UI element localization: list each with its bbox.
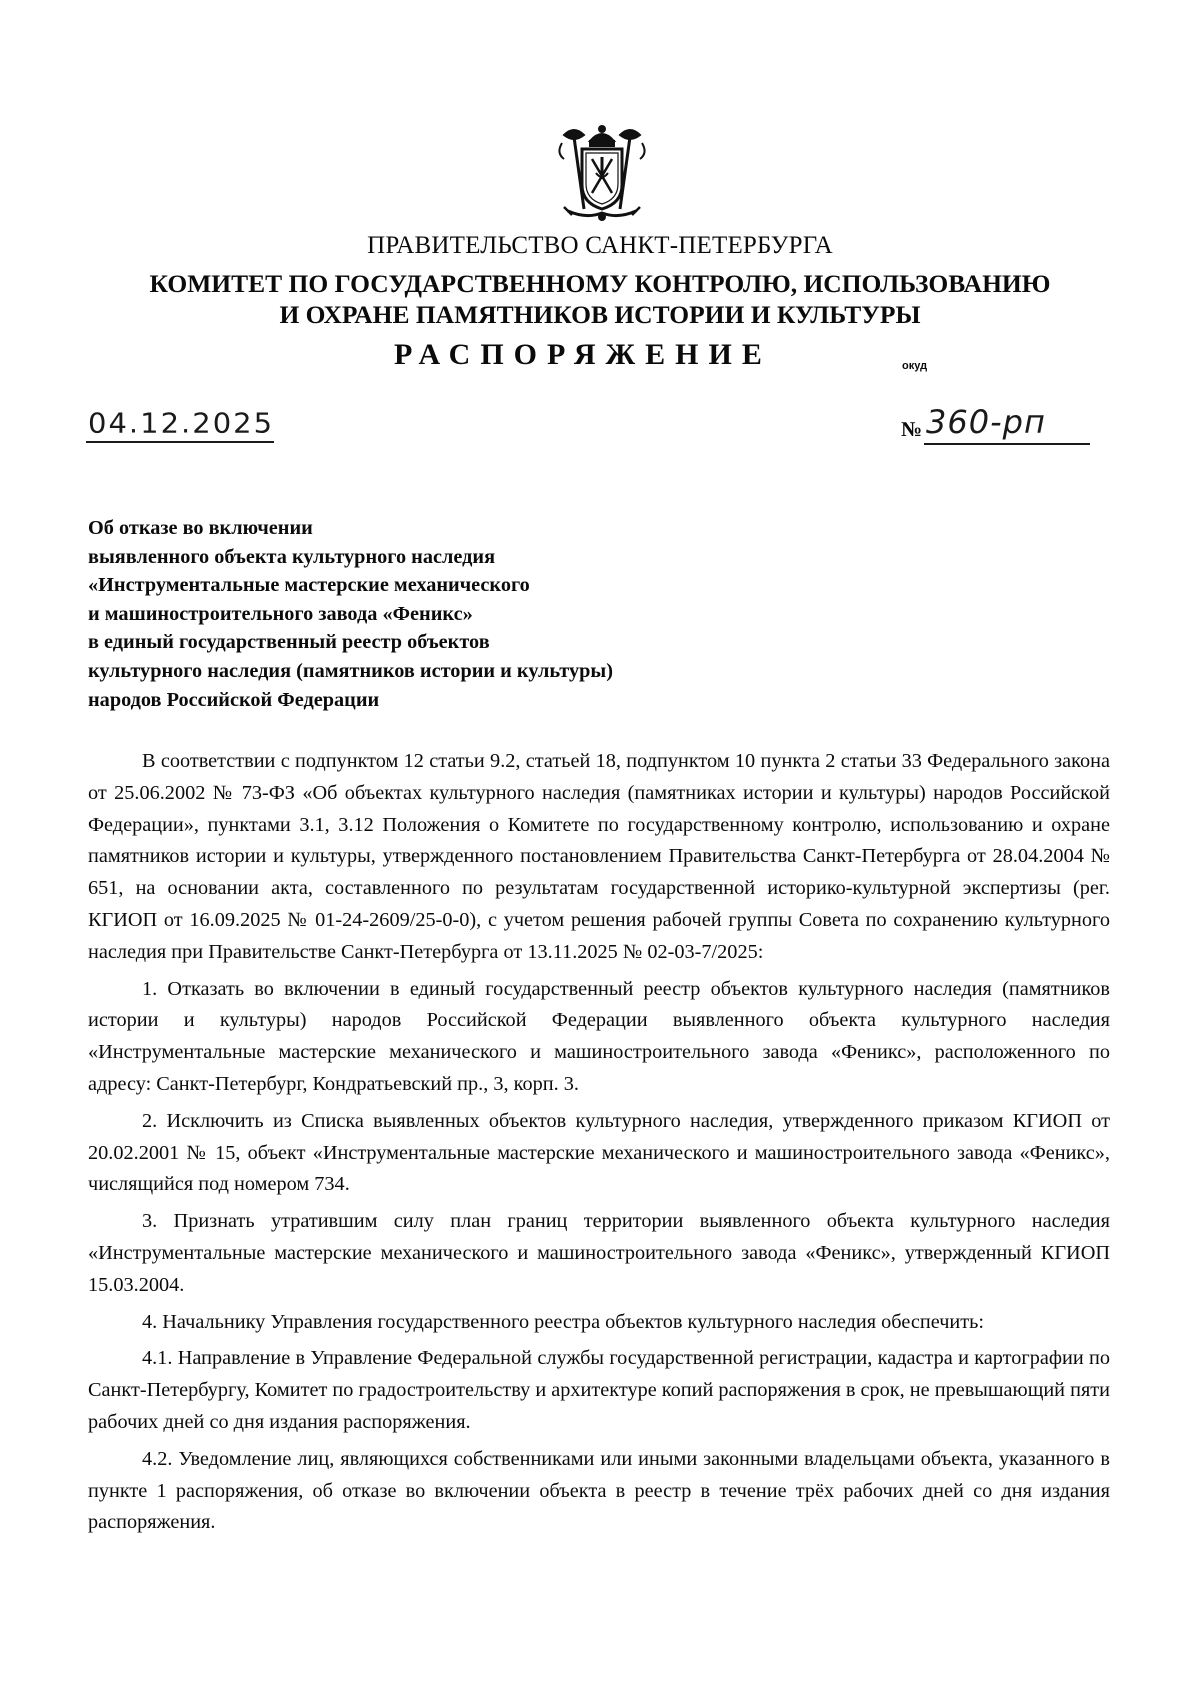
committee-name-line-1: КОМИТЕТ ПО ГОСУДАРСТВЕННОМУ КОНТРОЛЮ, ИСПОЛЬЗОВАНИЮ [149, 269, 1051, 298]
okud-label: окуд [902, 360, 928, 372]
document-type-title: РАСПОРЯЖЕНИЕ [394, 338, 772, 371]
preamble-paragraph: В соответствии с подпунктом 12 статьи 9.2, статьей 18, подпунктом 10 пункта 2 статьи 33 Федерального закона от 25.06.2002 № 73-ФЗ «Об объектах культурного наследия (памятниках истории и культуры) народов Российской Федерации», пунктами 3.1, 3.12 Положения о Комитете по государственному контролю, использованию и охране памятников истории и культуры, утвержденного постановлением Правительства Санкт-Петербурга от 28.04.2004 № 651, на основании акта, составленного по результатам государственной историко-культурной экспертизы (рег. КГИОП от 16.09.2025 № 01-24-2609/25-0-0), с учетом решения рабочей группы Совета по сохранению культурного наследия при Правительстве Санкт-Петербурга от 13.11.2025 № 02-03-7/2025: [88, 750, 1110, 963]
clause-4-1: 4.1. Направление в Управление Федеральной службы государственной регистрации, кадастра и картографии по Санкт-Петербургу, Комитет по градостроительству и архитектуре копий распоряжения в срок, не превышающий пяти рабочих дней со дня издания распоряжения. [88, 1347, 1110, 1433]
committee-name-line-2: И ОХРАНЕ ПАМЯТНИКОВ ИСТОРИИ И КУЛЬТУРЫ [279, 300, 921, 329]
date-underline [86, 441, 274, 443]
clause-1: 1. Отказать во включении в единый государственный реестр объектов культурного наследия (памятников истории и культуры) народов Российской Федерации выявленного объекта культурного наследия «Инструментальные мастерские механического и машиностроительного завода «Феникс», расположенного по адресу: Санкт-Петербург, Кондратьевский пр., 3, корп. 3. [88, 977, 1110, 1095]
clause-4-2: 4.2. Уведомление лиц, являющихся собственниками или иными законными владельцами объекта, указанного в пункте 1 распоряжения, об отказе во включении объекта в реестр в течение трёх рабочих дней со дня издания распоряжения. [88, 1447, 1110, 1534]
subject-line: в единый государственный реестр объектов [88, 631, 490, 654]
clause-3: 3. Признать утратившим силу план границ территории выявленного объекта культурного наследия «Инструментальные мастерские механического и машиностроительного завода «Феникс», утвержденный КГИОП 15.03.2004. [88, 1210, 1110, 1296]
subject-line: «Инструментальные мастерские механического [88, 574, 530, 597]
number-underline [924, 443, 1090, 445]
document-subject [88, 514, 613, 714]
committee-name [0, 268, 1200, 330]
government-name: ПРАВИТЕЛЬСТВО САНКТ-ПЕТЕРБУРГА [367, 232, 833, 259]
subject-line: народов Российской Федерации [88, 688, 380, 711]
subject-line: Об отказе во включении [88, 517, 313, 539]
subject-line: культурного наследия (памятников истории и культуры) [88, 659, 613, 682]
number-sign: № [901, 417, 923, 441]
document-number: 360-рп [926, 403, 1046, 441]
clause-4: 4. Начальнику Управления государственного реестра объектов культурного наследия обеспечить: [142, 1310, 985, 1333]
subject-line: и машиностроительного завода «Феникс» [88, 602, 473, 625]
coat-of-arms-icon [546, 123, 658, 225]
subject-line: выявленного объекта культурного наследия [88, 545, 496, 568]
document-body [88, 746, 1110, 1544]
document-date: 04.12.2025 [88, 407, 275, 440]
clause-2: 2. Исключить из Списка выявленных объектов культурного наследия, утвержденного приказом КГИОП от 20.02.2001 № 15, объект «Инструментальные мастерские механического и машиностроительного завода «Феникс», числящийся под номером 734. [88, 1109, 1110, 1196]
